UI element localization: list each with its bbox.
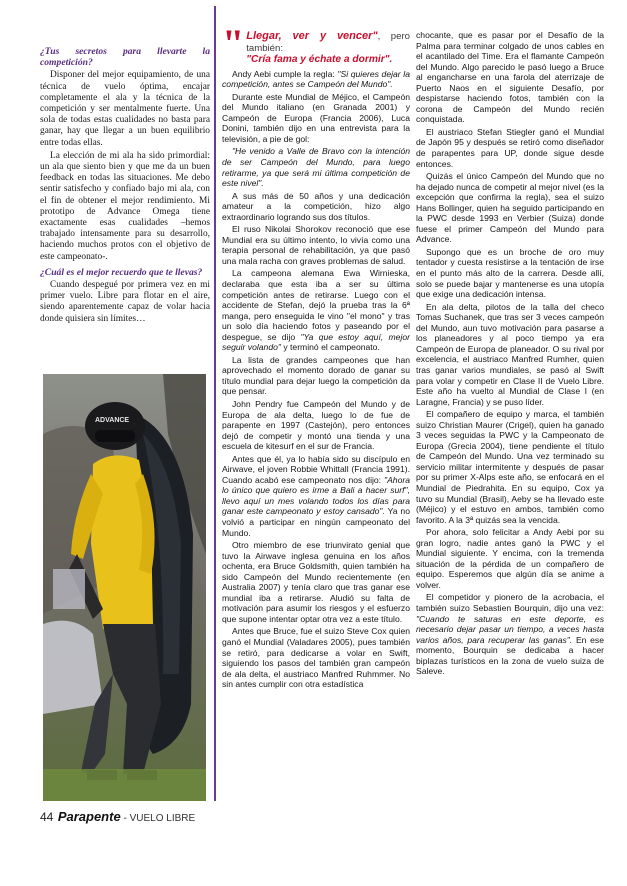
body-paragraph: El austriaco Stefan Stiegler ganó el Mundial de Japón 95 y después se retiró como diseñador de parapentes para UP, donde sigue desde entonces.: [416, 126, 604, 169]
page-number: 44: [40, 810, 54, 824]
body-paragraph: [222, 454, 410, 538]
body-paragraph: El compañero de equipo y marca, el también suizo Christian Maurer (Crigel), quien ha ganado 3 veces seguidas la PWC y la Campeonato de Europa (Grecia 2004), tiene pendiente el título de Campeón del Mundo. Una vez terminado su servicio militar intermitente y después de pasar por su primer X-Alps este año, se enfocará en el Mundial de Piedrahita. En su equipo, Cox ya tuvo su Mundial (Brasil), Aeby se ha llevado este (Méjico) y el estuvo en ambos, también como favorito. A la 3ª quizás sea la vencida.: [416, 409, 604, 525]
question-heading: ¿Cuál es el mejor recuerdo que te llevas?: [40, 266, 203, 278]
quote-text: "Ya que estoy aquí, mejor seguir volando": [222, 331, 411, 353]
body-paragraph: chocante, que es pasar por el Desafío de la Palma para terminar colgado de unos cables en el acantilado del Time. Era el flamante Campeón del Mundo. Algo parecido le pasó luego a Bruce al engancharse en una farola del aterrizaje de Puerto Naos en el siguiente Desafío, por despistarse haciendo fotos, también con la corona de Campeón del Mundo recién conquistada.: [416, 30, 604, 125]
headline-title: Llegar, ver y vencer": [246, 30, 378, 42]
quote-paragraph: "He venido a Valle de Bravo con la intención de ser Campeón del Mundo, para luego retirarme, ya que será mi última competición de este nivel".: [222, 146, 410, 189]
page-footer: [40, 808, 195, 826]
paragraph-text: El competidor y pionero de la acrobacia, el también suizo Sebastien Bourquin, dijo una vez:: [416, 592, 604, 613]
answer-paragraph: Disponer del mejor equipamiento, de una técnica de vuelo óptima, encajar completamente el ala y la técnica de la competición y ser mentalmente fuerte. Una sola de todas estas cualidades no basta para ganar, hay que llegar a un buen equilibrio entre todas ellas.: [40, 70, 210, 148]
column-divider: [214, 6, 216, 801]
quote-text: "Ahora lo único que quiero es irme a Bali a hacer surf", llevo aquí un mes volando todos los días para ganar este campeonato y estoy cansado".: [222, 474, 410, 517]
paragraph-text: Antes que él, ya lo había sido su discípulo en Airwave, el joven Robbie Whittall (Francia 1991). Cuando acabó ese campeonato nos dijo:: [222, 453, 410, 485]
body-paragraph: Por ahora, solo felicitar a Andy Aebi por su gran logro, nadie antes ganó la PWC y el Mundial siguiente. Y encima, con la tremenda situación de la pérdida de un compañero de equipo. Esperemos que algún día se anime a volver.: [416, 527, 604, 590]
body-paragraph: Quizás el único Campeón del Mundo que no ha dejado nunca de competir al mejor nivel (es la excepción que confirma la regla), sea el suizo Hans Bollinger, quien ha seguido participando en la PWC desde 1993 en Verbier (Suiza) donde fuese el primer Campeón del Mundo para Advance.: [416, 171, 604, 245]
pilot-illustration: [43, 374, 206, 801]
paragraph-text: Ya no volvió a participar en ningún campeonato del Mundo.: [222, 506, 410, 538]
body-paragraph: [222, 268, 410, 352]
quote-text: "Cuando te saturas en este deporte, es necesario dejar pasar un tiempo, a veces hasta varios años, para recuperar las ganas".: [416, 613, 604, 645]
article-headline: [222, 21, 410, 66]
question-heading: ¿Tus secretos para llevarte la competición?: [40, 46, 210, 69]
paragraph-text: En ese momento, Bourquin se dedicaba a hacer biplazas turísticos en la zona de vuelo suiza de Saleve.: [416, 634, 604, 677]
headline-open-quote: ": [222, 21, 245, 66]
footer-separator: -: [120, 813, 130, 824]
magazine-brand: Parapente: [57, 809, 121, 824]
left-column: [40, 42, 210, 327]
body-paragraph: A sus más de 50 años y una dedicación amateur a la competición, hizo algo extraordinario logrando sus dos títulos.: [222, 190, 410, 222]
body-paragraph: En ala delta, pilotos de la talla del checo Tomas Suchanek, que tras ser 3 veces campeón del Mundo, aun tuvo motivación para pasarse a los planeadores y al poco tiempo ya era Campeón de Europa de planeador. O su rival por excelencia, el austriaco Manfred Rumher, quien tras ganar varios mundiales, se pasó al Swift para volar y competir en Clase II de Vuelo Libre. Este año ha vuelto al Mundial de Clase I (en Laragne, Francia) y se puso líder.: [416, 301, 604, 407]
headline-subtitle: "Cría fama y échate a dormir".: [246, 54, 393, 66]
magazine-section: VUELO LIBRE: [129, 813, 196, 824]
paragraph-text: La campeona alemana Ewa Wirnieska, declaraba que esta iba a ser su última competición antes de retirarse. Luego con el accidente de Stefan, dejó la prueba tras la 6ª manga, pero enseguida le vino "el mono" y tras un solo día haciendo fotos y paseando por el despegue, se dijo: [222, 268, 410, 342]
body-paragraph: Supongo que es un broche de oro muy tentador y cuesta resistirse a la tentación de irse en el punto más alto de la carrera. Desde allí, solo se puede bajar y mantenerse es una utopía que exige una dedicación intensa.: [416, 246, 604, 300]
paragraph-text: Andy Aebi cumple la regla:: [232, 68, 335, 79]
middle-column: [222, 21, 411, 692]
right-column: [416, 30, 604, 679]
headline-tail: , pero también:: [246, 31, 410, 54]
body-paragraph: Durante este Mundial de Méjico, el Campeón del Mundo italiano (en Granada 2001) y Campeón de Europa (Francia 2006), Luca Donini, también dijo en una entrevista para la televisión, a pie de gol:: [222, 91, 410, 144]
body-paragraph: Otro miembro de ese triunvirato genial que tuvo la Airwave inglesa genuina en los años ochenta, era Bruce Goldsmith, quien también ha sido Campeón del Mundo recientemente (en Australia 2007) y tenía claro que tras ganar ese mundial iba a retirarse. Aludió su falta de motivación para asumir los riesgos y el esfuerzo que supone intentar optar otra vez a este título.: [222, 540, 410, 624]
quote-text: "Si quieres dejar la competición, antes se Campeón del Mundo".: [222, 68, 410, 90]
body-paragraph: Antes que Bruce, fue el suizo Steve Cox quien ganó el Mundial (Valadares 2005), pues también se retiró, para dedicarse a volar en Swift, siguiendo los pasos del también gran campeón de ala delta, el austriaco Manfred Ruhmmer. No sin antes cumplir con otra estadística: [222, 626, 410, 690]
paragraph-text: y terminó el campeonato.: [283, 342, 380, 353]
body-paragraph: La lista de grandes campeones que han aprovechado el momento dorado de ganar su título mundial para dejar luego la competición da que pensar.: [222, 354, 410, 397]
body-paragraph: El ruso Nikolai Shorokov reconoció que ese Mundial era su último intento, lo vivía como una terapia personal de rehabilitación, ya que pasó una mala racha con graves problemas de salud.: [222, 224, 410, 266]
body-paragraph: [222, 69, 410, 90]
body-paragraph: John Pendry fue Campeón del Mundo y de Europa de ala delta, luego lo de fue de parapente en 1997 (Castejón), pero entonces dejó de competir y montó una tienda y una escuela de kitesurf en el sur de Francia.: [222, 399, 410, 452]
pilot-photo: [43, 374, 206, 801]
helmet-logo: ADVANCE: [95, 417, 130, 424]
answer-paragraph: Cuando despegué por primera vez en mi primer vuelo. Libre para flotar en el aire, siendo aparentemente capaz de volar hacia donde quisiera sin límites…: [40, 280, 210, 324]
body-paragraph: [416, 592, 604, 676]
answer-paragraph: La elección de mi ala ha sido primordial: un ala que siento bien y que me da un buen feedback en todas las situaciones. Me debo sentir satisfecho y confiado bajo mi ala, con el fin de obtener el mejor rendimiento. Mi prototipo de Advance Omega tiene exactamente esas cualidades –hemos trabajado intensamente para su desarrollo, haciendo muchos protos con el objetivo de este campeonato-.: [40, 150, 210, 262]
